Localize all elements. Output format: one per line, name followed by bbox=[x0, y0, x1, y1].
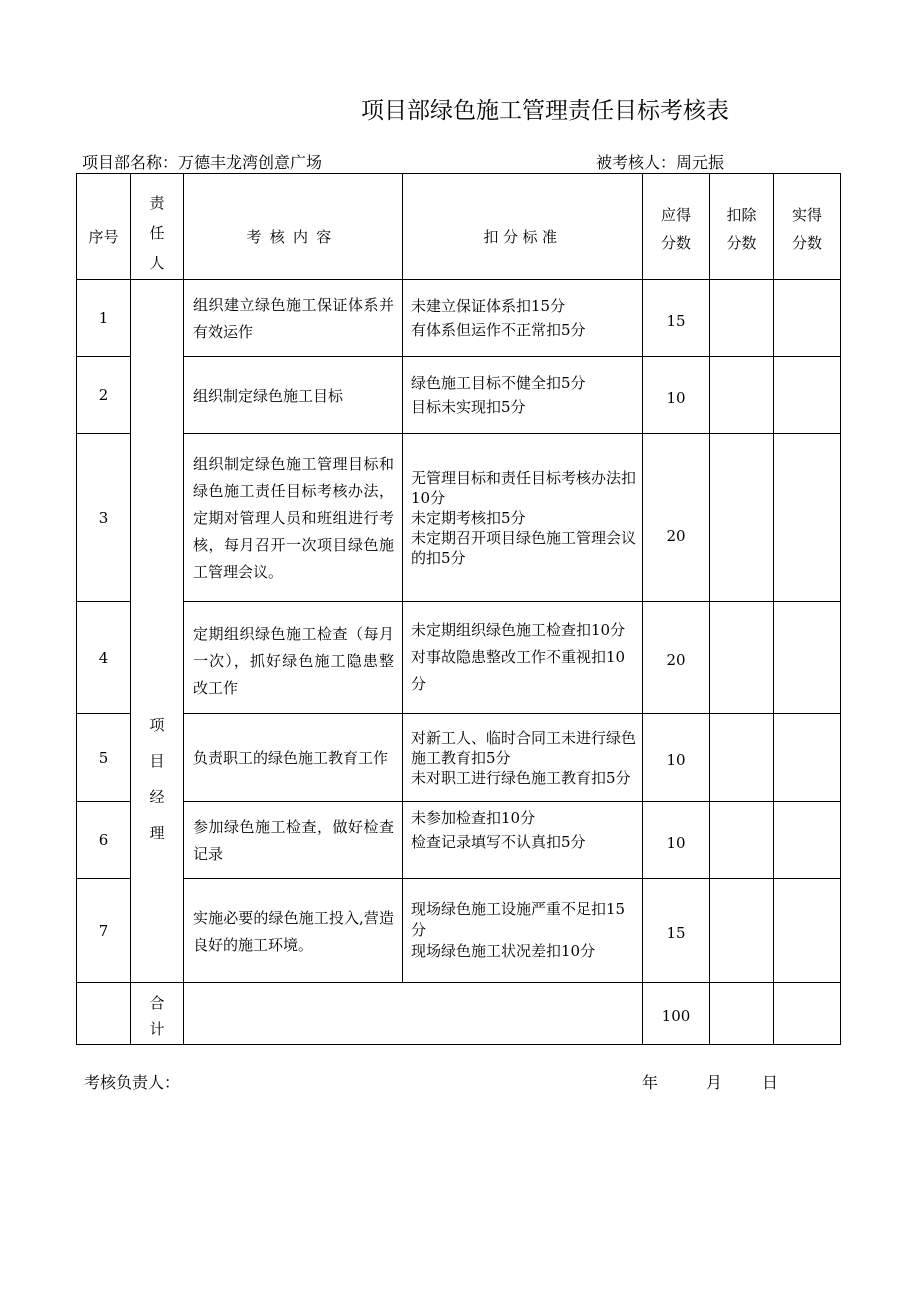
row-content: 负责职工的绿色施工教育工作 bbox=[184, 714, 403, 802]
row-seq: 2 bbox=[77, 357, 131, 434]
standard-line: 对事故隐患整改工作不重视扣10分 bbox=[411, 648, 626, 693]
header-deduction bbox=[710, 174, 774, 280]
standard-line: 现场绿色施工状况差扣10分 bbox=[411, 942, 596, 960]
total-char: 合 bbox=[149, 993, 165, 1012]
row-seq: 1 bbox=[77, 280, 131, 357]
row-actual-cell[interactable] bbox=[774, 357, 841, 434]
standard-line: 未定期组织绿色施工检查扣10分 bbox=[411, 621, 626, 639]
row-standard bbox=[403, 714, 643, 802]
total-due-score: 100 bbox=[643, 983, 710, 1045]
total-row bbox=[77, 983, 841, 1045]
table-row bbox=[77, 714, 841, 802]
standard-line: 检查记录填写不认真扣5分 bbox=[411, 833, 586, 851]
responsible-char: 项 bbox=[149, 716, 165, 734]
row-due-score: 20 bbox=[643, 602, 710, 714]
header-content: 考核内容 bbox=[184, 174, 403, 280]
row-due-score: 15 bbox=[643, 879, 710, 983]
responsible-char: 目 bbox=[149, 752, 165, 770]
standard-line: 有体系但运作不正常扣5分 bbox=[411, 321, 586, 339]
standard-line: 目标未实现扣5分 bbox=[411, 398, 526, 416]
row-content: 组织制定绿色施工管理目标和绿色施工责任目标考核办法，定期对管理人员和班组进行考核，每月召开一次项目绿色施工管理会议。 bbox=[184, 434, 403, 602]
row-standard bbox=[403, 802, 643, 879]
row-content: 参加绿色施工检查，做好检查记录 bbox=[184, 802, 403, 879]
date-month: 月 bbox=[706, 1073, 723, 1092]
standard-line: 未定期召开项目绿色施工管理会议的扣5分 bbox=[411, 528, 637, 567]
row-deduction-cell[interactable] bbox=[710, 602, 774, 714]
responsible-char: 经 bbox=[149, 788, 165, 806]
row-due-score: 10 bbox=[643, 802, 710, 879]
row-actual-cell[interactable] bbox=[774, 280, 841, 357]
standard-line: 未定期考核扣5分 bbox=[411, 508, 526, 527]
table-row bbox=[77, 280, 841, 357]
table-row bbox=[77, 434, 841, 602]
row-content: 组织建立绿色施工保证体系并有效运作 bbox=[184, 280, 403, 357]
header-deduction-2: 分数 bbox=[726, 233, 757, 252]
row-standard bbox=[403, 280, 643, 357]
row-actual-cell[interactable] bbox=[774, 879, 841, 983]
table-row bbox=[77, 879, 841, 983]
examinee-name: 被考核人：周元振 bbox=[596, 153, 725, 172]
row-deduction-cell[interactable] bbox=[710, 357, 774, 434]
row-actual-cell[interactable] bbox=[774, 714, 841, 802]
row-seq: 5 bbox=[77, 714, 131, 802]
assessment-table bbox=[76, 173, 841, 1045]
row-due-score: 15 bbox=[643, 280, 710, 357]
row-seq: 3 bbox=[77, 434, 131, 602]
header-responsible-3: 人 bbox=[149, 254, 165, 272]
row-actual-cell[interactable] bbox=[774, 802, 841, 879]
responsible-char: 理 bbox=[149, 824, 165, 842]
table-row bbox=[77, 602, 841, 714]
standard-line: 未参加检查扣10分 bbox=[411, 809, 536, 827]
row-deduction-cell[interactable] bbox=[710, 879, 774, 983]
row-deduction-cell[interactable] bbox=[710, 802, 774, 879]
header-seq: 序号 bbox=[77, 174, 131, 280]
assessor-label: 考核负责人： bbox=[84, 1073, 181, 1092]
row-content: 实施必要的绿色施工投入,营造良好的施工环境。 bbox=[184, 879, 403, 983]
header-due-1: 应得 bbox=[660, 205, 691, 224]
row-content: 定期组织绿色施工检查（每月一次），抓好绿色施工隐患整改工作 bbox=[184, 602, 403, 714]
row-seq: 7 bbox=[77, 879, 131, 983]
total-seq-cell bbox=[77, 983, 131, 1045]
header-responsible bbox=[131, 174, 184, 280]
total-deduction-cell[interactable] bbox=[710, 983, 774, 1045]
row-standard bbox=[403, 434, 643, 602]
page-title: 项目部绿色施工管理责任目标考核表 bbox=[361, 98, 729, 124]
row-deduction-cell[interactable] bbox=[710, 280, 774, 357]
row-actual-cell[interactable] bbox=[774, 434, 841, 602]
total-content-cell bbox=[184, 983, 643, 1045]
row-deduction-cell[interactable] bbox=[710, 434, 774, 602]
header-actual-2: 分数 bbox=[791, 233, 822, 252]
row-content: 组织制定绿色施工目标 bbox=[184, 357, 403, 434]
row-actual-cell[interactable] bbox=[774, 602, 841, 714]
row-seq: 6 bbox=[77, 802, 131, 879]
header-due-score bbox=[643, 174, 710, 280]
row-deduction-cell[interactable] bbox=[710, 714, 774, 802]
total-label bbox=[131, 983, 184, 1045]
row-standard bbox=[403, 357, 643, 434]
table-row bbox=[77, 357, 841, 434]
header-actual-1: 实得 bbox=[791, 205, 822, 224]
table-row bbox=[77, 802, 841, 879]
row-standard bbox=[403, 879, 643, 983]
total-char: 计 bbox=[149, 1019, 165, 1038]
standard-line: 未建立保证体系扣15分 bbox=[411, 297, 566, 315]
header-row bbox=[77, 174, 841, 280]
standard-line: 现场绿色施工设施严重不足扣15分 bbox=[411, 900, 626, 939]
standard-line: 未对职工进行绿色施工教育扣5分 bbox=[411, 768, 631, 787]
standard-line: 绿色施工目标不健全扣5分 bbox=[411, 374, 586, 392]
header-responsible-1: 责 bbox=[149, 194, 165, 212]
row-due-score: 20 bbox=[643, 434, 710, 602]
project-name: 项目部名称：万德丰龙湾创意广场 bbox=[82, 153, 323, 172]
row-due-score: 10 bbox=[643, 357, 710, 434]
date-day: 日 bbox=[762, 1073, 779, 1092]
row-standard bbox=[403, 602, 643, 714]
header-standard: 扣分标准 bbox=[403, 174, 643, 280]
date-year: 年 bbox=[642, 1073, 659, 1092]
row-seq: 4 bbox=[77, 602, 131, 714]
responsible-person bbox=[131, 280, 184, 983]
row-due-score: 10 bbox=[643, 714, 710, 802]
standard-line: 无管理目标和责任目标考核办法扣10分 bbox=[411, 468, 637, 507]
header-deduction-1: 扣除 bbox=[726, 205, 757, 224]
header-responsible-2: 任 bbox=[149, 224, 165, 242]
header-due-2: 分数 bbox=[660, 233, 691, 252]
total-actual-cell[interactable] bbox=[774, 983, 841, 1045]
standard-line: 对新工人、临时合同工未进行绿色施工教育扣5分 bbox=[411, 728, 637, 767]
header-actual bbox=[774, 174, 841, 280]
